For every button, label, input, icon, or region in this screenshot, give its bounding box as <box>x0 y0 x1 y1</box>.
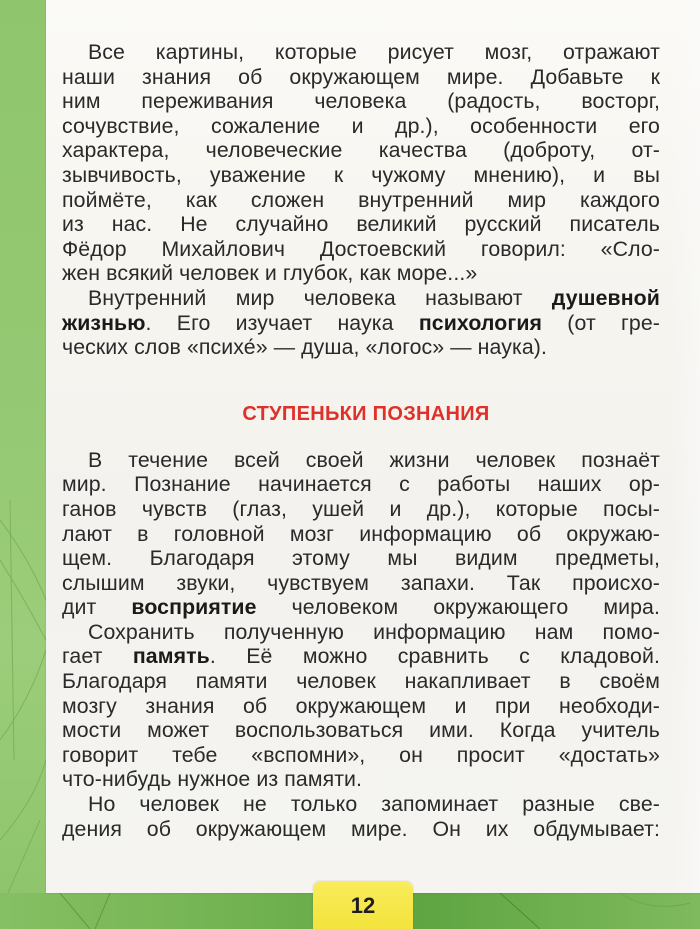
page-content <box>62 40 660 841</box>
text-line: поймёте, как сложен внутренний мир каждого <box>62 187 660 212</box>
text-fragment: . Её можно сравнить с кладовой. <box>209 644 660 669</box>
text-fragment: . Его изучает наука <box>145 310 394 335</box>
text-line: лают в головной мозг информацию об окружаю- <box>62 521 660 546</box>
term-psychology: психология <box>418 310 543 335</box>
term-memory: память <box>132 644 210 669</box>
text-line: мир. Познание начинается с работы наших ор- <box>62 472 660 497</box>
term-perception: восприятие <box>131 595 257 620</box>
text-line: дения об окружающем мире. Он их обдумывает: <box>62 816 660 841</box>
text-line: говорит тебе «вспомни», он просит «достать» <box>62 742 660 767</box>
page-edge-shading <box>670 0 700 893</box>
text-line: наши знания об окружающем мире. Добавьте к <box>62 64 660 89</box>
term-dushevnoy: душевной <box>551 285 660 310</box>
text-line: из нас. Не случайно великий русский писатель <box>62 212 660 237</box>
text-fragment: гает <box>62 644 103 669</box>
paragraph-memory <box>62 620 660 792</box>
text-line: зывчивость, уважение к чужому мнению), и вы <box>62 162 660 187</box>
leaf-pattern-icon <box>0 0 46 929</box>
paragraph-inner-world-pictures <box>62 40 660 286</box>
page-number-tab: 12 <box>313 882 413 929</box>
text-line: Все картины, которые рисует мозг, отражают <box>88 40 660 64</box>
section-heading: СТУПЕНЬКИ ПОЗНАНИЯ <box>242 402 490 425</box>
text-line: сочувствие, сожаление и др.), особенности его <box>62 113 660 138</box>
text-line: мозгу знания об окружающем и при необходи- <box>62 693 660 718</box>
text-line: Сохранить полученную информацию нам помо- <box>88 619 660 644</box>
text-fragment: дит <box>62 595 97 620</box>
text-line: ческих слов «психе́» — душа, «логос» — наука). <box>62 335 548 360</box>
text-line: Благодаря памяти человек накапливает в своём <box>62 669 660 694</box>
paragraph-psychology-definition <box>62 286 660 360</box>
text-line: слышим звуки, чувствуем запахи. Так происхо- <box>62 570 660 595</box>
text-line: Фёдор Михайлович Достоевский говорил: «Сло- <box>62 236 660 261</box>
left-margin-decoration <box>0 0 46 929</box>
paragraph-cognition <box>62 448 660 620</box>
term-zhiznyu: жизнью <box>62 310 146 335</box>
text-fragment: Внутренний мир человека называют <box>88 285 523 310</box>
text-line: характера, человеческие качества (доброту, от- <box>62 138 660 163</box>
text-line <box>62 286 660 311</box>
text-line: жен всякий человек и глубок, как море...» <box>62 261 478 286</box>
text-line: Но человек не только запоминает разные све- <box>88 792 660 817</box>
text-line <box>62 644 660 669</box>
text-line: мости может воспользоваться ими. Когда учитель <box>62 718 660 743</box>
text-line <box>62 595 660 620</box>
text-fragment: человеком окружающего мира. <box>291 595 660 620</box>
paragraph-thinking <box>62 792 660 841</box>
text-line: ним переживания человека (радость, восторг, <box>62 89 660 114</box>
text-line: В течение всей своей жизни человек познаёт <box>88 447 660 472</box>
text-fragment: (от гре- <box>567 310 660 335</box>
text-line: щем. Благодаря этому мы видим предметы, <box>62 546 660 571</box>
text-line: что-нибудь нужное из памяти. <box>62 767 363 792</box>
text-line: ганов чувств (глаз, ушей и др.), которые посы- <box>62 496 660 521</box>
text-line <box>62 311 660 336</box>
